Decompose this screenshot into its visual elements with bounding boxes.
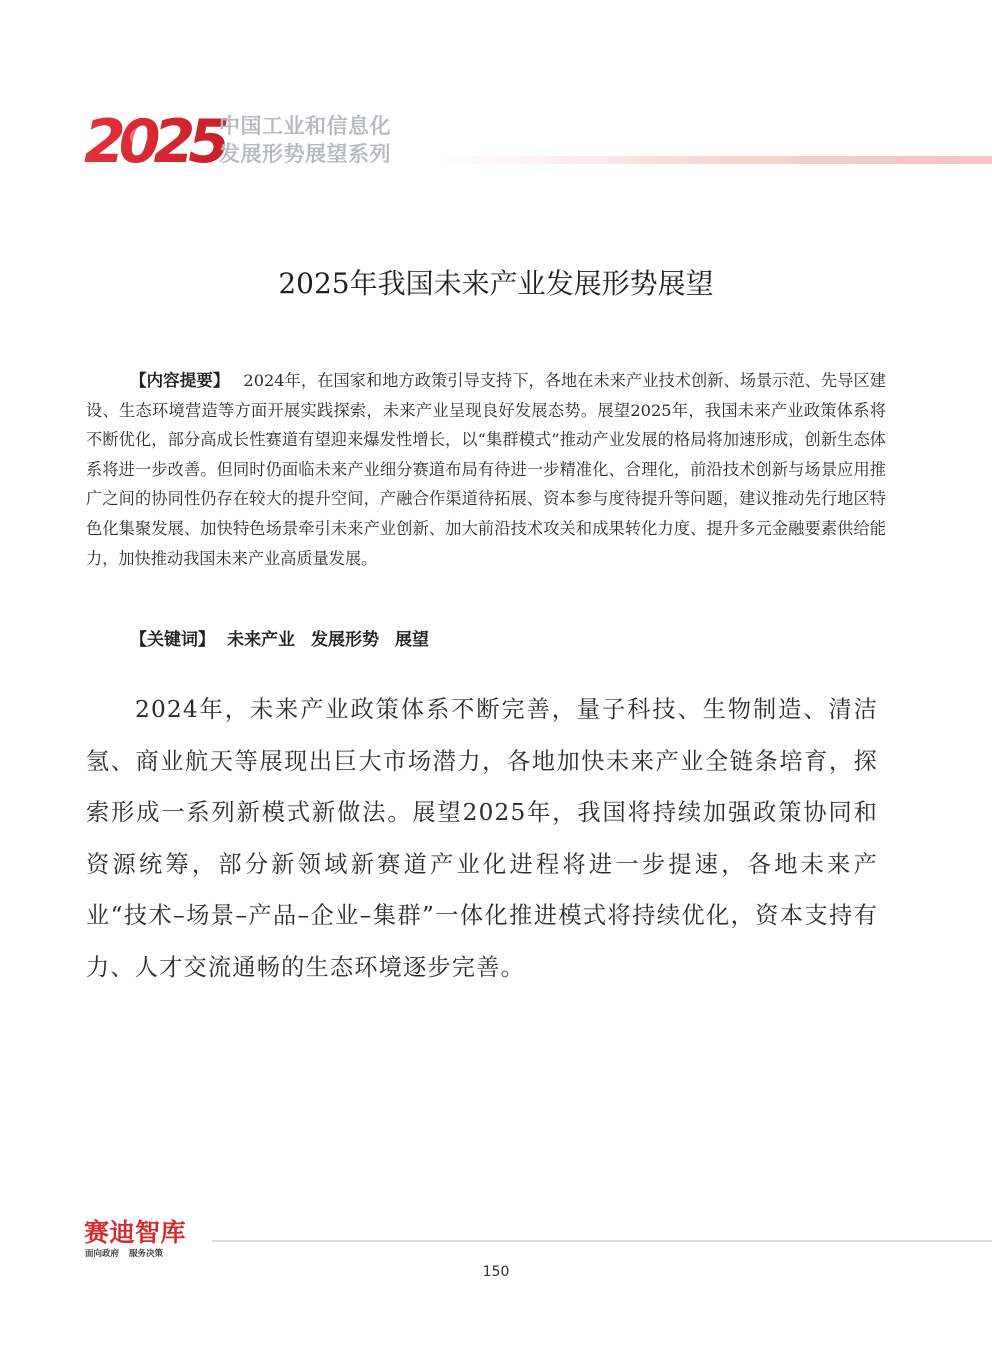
abstract-paragraph: [86, 366, 886, 573]
footer-brand-logo: 赛迪智库: [84, 1218, 187, 1247]
body-paragraph: 2024年，未来产业政策体系不断完善，量子科技、生物制造、清洁氢、商业航天等展现出巨大市场潜力，各地加快未来产业全链条培育，探索形成一系列新模式新做法。展望2025年，我国将持续加强政策协同和资源统筹，部分新领域新赛道产业化进程将进一步提速，各地未来产业“技术–场景–产品–企业–集群”一体化推进模式将持续优化，资本支持有力、人才交流通畅的生态环境逐步完善。: [86, 696, 878, 981]
year-2025-logo-graphic: [84, 106, 223, 177]
series-name: [219, 112, 391, 168]
series-logo: [84, 106, 223, 177]
footer-slogan: [85, 1249, 163, 1259]
footer-slogan-part-2: 服务决策: [129, 1249, 164, 1259]
footer-divider: [212, 1240, 992, 1242]
series-name-line-2: 发展形势展望系列: [219, 142, 391, 166]
abstract-text: 2024年，在国家和地方政策引导支持下，各地在未来产业技术创新、场景示范、先导区建设、生态环境营造等方面开展实践探索，未来产业呈现良好发展态势。展望2025年，我国未来产业政策体系将不断优化，部分高成长性赛道有望迎来爆发性增长，以“集群模式”推动产业发展的格局将加速形成，创新生态体系将进一步改善。但同时仍面临未来产业细分赛道布局有待进一步精准化、合理化，前沿技术创新与场景应用推广之间的协同性仍存在较大的提升空间，产融合作渠道待拓展、资本参与度待提升等问题，建议推动先行地区特色化集聚发展、加快特色场景牵引未来产业创新、加大前沿技术攻关和成果转化力度、提升多元金融要素供给能力，加快推动我国未来产业高质量发展。: [86, 371, 886, 568]
keyword-item: 发展形势: [311, 630, 379, 650]
keyword-item: 展望: [395, 630, 429, 650]
logo-year-text: 2025: [84, 107, 223, 177]
page-header: [0, 0, 992, 200]
keywords-label: 【关键词】: [130, 630, 215, 650]
article-title: 2025年我国未来产业发展形势展望: [278, 267, 714, 300]
page-number: 150: [482, 1264, 510, 1280]
keyword-item: 未来产业: [227, 630, 295, 650]
series-name-line-1: 中国工业和信息化: [219, 114, 391, 138]
keywords-line: [130, 626, 870, 654]
header-decor-band: [440, 156, 992, 164]
abstract-label: 【内容提要】: [130, 371, 230, 390]
footer-slogan-part-1: 面向政府: [85, 1249, 120, 1259]
